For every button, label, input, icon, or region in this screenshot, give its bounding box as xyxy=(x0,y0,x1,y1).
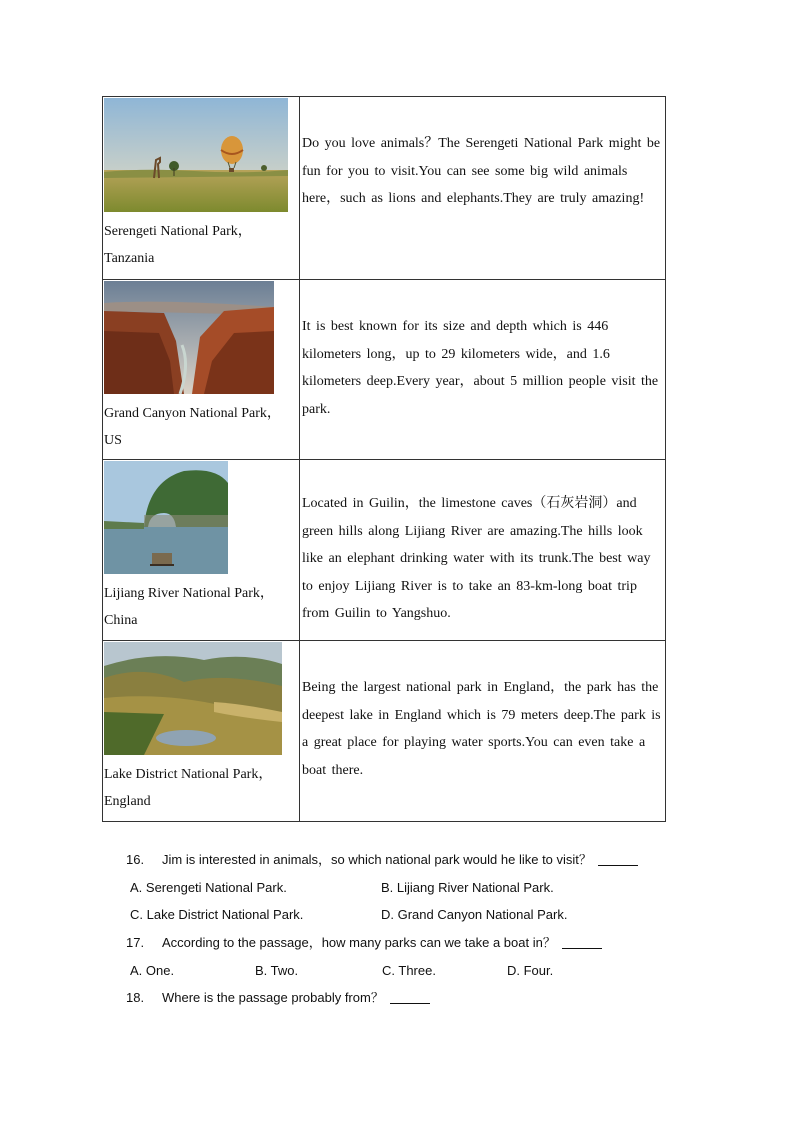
park-description: Being the largest national park in England，the park has the deepest lake in England which is 79 meters deep.The park is a great place for playing water sports.You can even take a boat there. xyxy=(302,680,661,778)
grand-canyon-photo xyxy=(104,281,299,394)
park-name: Serengeti National Park，Tanzania xyxy=(104,224,252,266)
question-number: 17. xyxy=(126,935,145,951)
question-number: 18. xyxy=(126,990,145,1006)
question-18 xyxy=(126,984,646,1012)
option-b[interactable]: B. Lijiang River National Park. xyxy=(381,879,554,895)
option-d[interactable]: D. Four. xyxy=(507,962,554,978)
park-description: Located in Guilin，the limestone caves（石灰岩洞）and green hills along Lijiang River are amazing.The hills look like an elephant drinking water with its trunk.The best way to enjoy Lijiang River is to take an 83-km-long boat trip from Guilin to Yangshuo. xyxy=(302,496,651,622)
lijiang-photo xyxy=(104,461,299,574)
park-description: It is best known for its size and depth which is 446 kilometers long，up to 29 kilometers wide，and 1.6 kilometers deep.Every year，about 5 million people visit the park. xyxy=(302,319,659,417)
park-image-cell xyxy=(103,641,300,822)
question-text: Jim is interested in animals，so which national park would he like to visit？ xyxy=(162,852,592,867)
lake-district-photo xyxy=(104,642,299,755)
park-description-cell xyxy=(300,460,666,641)
question-17-options xyxy=(126,957,646,985)
park-image-cell xyxy=(103,280,300,460)
serengeti-photo xyxy=(104,98,299,212)
question-17 xyxy=(126,929,646,957)
park-name: Lijiang River National Park，China xyxy=(104,586,274,628)
park-description-cell xyxy=(300,641,666,822)
question-16-options-row2 xyxy=(126,901,646,929)
option-c[interactable]: C. Three. xyxy=(382,962,436,978)
option-a[interactable]: A. One. xyxy=(130,962,175,978)
park-name: Lake District National Park，England xyxy=(104,767,273,809)
park-description-cell xyxy=(300,280,666,460)
option-a[interactable]: A. Serengeti National Park. xyxy=(130,879,287,895)
parks-table xyxy=(102,96,666,822)
question-text: Where is the passage probably from？ xyxy=(162,990,384,1006)
answer-blank[interactable] xyxy=(598,851,638,866)
questions-section xyxy=(126,846,646,1012)
park-row-grand-canyon xyxy=(103,280,666,460)
park-row-serengeti xyxy=(103,97,666,280)
question-number: 16. xyxy=(126,852,145,867)
park-description-cell xyxy=(300,97,666,280)
option-d[interactable]: D. Grand Canyon National Park. xyxy=(381,907,568,923)
question-text: According to the passage，how many parks can we take a boat in？ xyxy=(162,935,556,951)
question-16-options-row1 xyxy=(126,874,646,902)
answer-blank[interactable] xyxy=(562,934,602,949)
park-description: Do you love animals？The Serengeti National Park might be fun for you to visit.You can see some big wild animals here，such as lions and elephants.They are truly amazing! xyxy=(302,136,661,207)
question-16 xyxy=(126,846,646,874)
park-row-lake-district xyxy=(103,641,666,822)
park-row-lijiang xyxy=(103,460,666,641)
option-b[interactable]: B. Two. xyxy=(255,962,299,978)
park-image-cell xyxy=(103,97,300,280)
park-name: Grand Canyon National Park，US xyxy=(104,406,281,448)
option-c[interactable]: C. Lake District National Park. xyxy=(130,907,304,923)
park-image-cell xyxy=(103,460,300,641)
answer-blank[interactable] xyxy=(390,989,430,1004)
